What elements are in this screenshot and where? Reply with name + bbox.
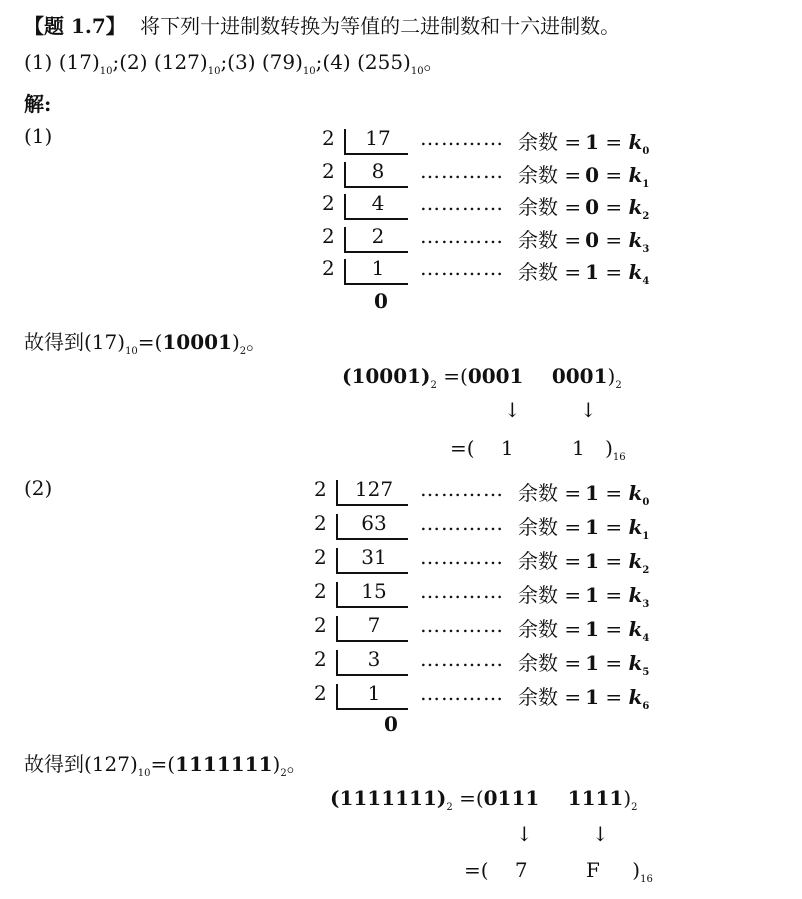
part2-hex-b: F: [586, 858, 600, 882]
leader-dots: …………: [420, 477, 504, 501]
item-3-base: 10: [302, 66, 316, 77]
remainder: [518, 256, 649, 287]
part1-result-prefix: 故得到(17): [24, 330, 126, 354]
division-bar-horizontal: [336, 538, 408, 540]
remainder-text: 余数 =: [518, 515, 582, 539]
quotient: 1: [367, 681, 381, 705]
items-end: 。: [423, 50, 444, 74]
k-subscript: 0: [642, 497, 650, 508]
leader-dots: …………: [420, 511, 504, 535]
remainder: [518, 545, 649, 576]
division-bar-vertical: [344, 129, 346, 153]
division-bar-vertical: [336, 616, 338, 640]
part1-result: [24, 326, 266, 357]
remainder: [518, 511, 649, 542]
part2-hex: [464, 858, 653, 885]
divisor: 2: [322, 256, 335, 280]
part1-hex-base: 16: [612, 452, 626, 463]
part1-result-value: 10001: [162, 330, 232, 354]
k-subscript: 6: [642, 701, 650, 712]
divisor: 2: [314, 681, 327, 705]
division-bar-horizontal: [336, 708, 408, 710]
quotient: 8: [371, 158, 385, 183]
leader-dots: …………: [420, 256, 504, 280]
part1-result-end: 。: [246, 330, 267, 354]
part1-group-a: 0001: [467, 364, 524, 388]
remainder-bit: 1: [585, 549, 600, 573]
part1-group-lhs-base: 2: [430, 380, 437, 391]
remainder-text: 余数 =: [518, 685, 582, 709]
quotient: 4: [371, 191, 385, 215]
remainder: [518, 477, 649, 508]
k-subscript: 1: [642, 178, 650, 190]
item-2-base: 10: [207, 66, 221, 77]
equals-sign: =: [599, 515, 629, 539]
remainder-bit: 0: [585, 162, 600, 187]
problem-header: [24, 10, 620, 39]
equals-sign: =: [599, 685, 629, 709]
remainder-bit: 1: [585, 130, 600, 154]
item-2: ;(2) (127): [112, 50, 208, 74]
part1-grouping: [342, 364, 622, 391]
equals-sign: =: [599, 162, 629, 187]
part1-result-eq: =(: [137, 330, 163, 354]
division-bar-horizontal: [344, 186, 408, 188]
remainder: [518, 159, 649, 190]
equals-sign: =: [599, 481, 629, 505]
k-variable: k: [628, 549, 643, 573]
k-variable: k: [628, 260, 643, 284]
item-1-base: 10: [99, 66, 113, 77]
part1-final-zero: 0: [374, 289, 388, 313]
remainder-text: 余数 =: [518, 481, 582, 505]
k-variable: k: [628, 515, 643, 539]
k-variable: k: [628, 617, 643, 641]
divisor: 2: [322, 191, 335, 215]
division-bar-horizontal: [336, 674, 408, 676]
k-variable: k: [628, 130, 643, 154]
part2-result-base: 10: [137, 768, 151, 779]
remainder-text: 余数 =: [518, 227, 582, 252]
part2-result-end: 。: [286, 752, 307, 776]
part2-group-lhs: (1111111): [330, 786, 447, 810]
division-bar-vertical: [336, 514, 338, 538]
remainder: [518, 681, 649, 712]
k-subscript: 3: [642, 243, 650, 255]
part1-hex-eq: =(: [450, 436, 475, 460]
leader-dots: …………: [420, 223, 504, 248]
item-4: ;(4) (255): [315, 50, 411, 74]
leader-dots: …………: [420, 545, 504, 569]
leader-dots: …………: [420, 126, 504, 150]
part1-hex-b: 1: [572, 436, 585, 460]
part2-result-base2: 2: [280, 768, 287, 779]
remainder-text: 余数 =: [518, 583, 582, 607]
part1-group-lhs: (10001): [342, 364, 431, 388]
part2-hex-eq: =(: [464, 858, 489, 882]
remainder-bit: 1: [585, 651, 600, 675]
k-variable: k: [628, 481, 643, 505]
part2-result-eq: =(: [150, 752, 176, 776]
part2-result-close: ): [272, 752, 281, 776]
part2-arrow-a: ↓: [516, 822, 533, 846]
equals-sign: =: [599, 583, 629, 607]
quotient: 3: [367, 647, 381, 671]
quotient: 7: [367, 613, 381, 637]
equals-sign: =: [599, 227, 629, 252]
divisor: 2: [314, 545, 327, 569]
k-subscript: 3: [642, 599, 650, 610]
division-bar-vertical: [336, 582, 338, 606]
quotient: 127: [354, 477, 394, 501]
k-subscript: 5: [642, 667, 650, 678]
remainder-bit: 1: [585, 260, 600, 284]
k-variable: k: [628, 651, 643, 675]
part1-label: (1): [24, 124, 53, 148]
leader-dots: …………: [420, 191, 504, 215]
remainder-text: 余数 =: [518, 617, 582, 641]
remainder: [518, 126, 649, 157]
k-subscript: 4: [642, 276, 650, 287]
part1-hex: [450, 436, 626, 463]
remainder-text: 余数 =: [518, 549, 582, 573]
division-bar-horizontal: [344, 218, 408, 220]
division-bar-vertical: [336, 684, 338, 708]
divisor: 2: [314, 579, 327, 603]
quotient: 15: [361, 579, 387, 603]
remainder-text: 余数 =: [518, 195, 582, 219]
remainder-bit: 1: [585, 481, 600, 505]
divisor: 2: [322, 158, 335, 183]
part2-group-base: 2: [631, 802, 638, 813]
leader-dots: …………: [420, 158, 504, 183]
leader-dots: …………: [420, 613, 504, 637]
part1-hex-a: 1: [500, 436, 514, 460]
k-variable: k: [628, 227, 643, 252]
remainder: [518, 224, 649, 255]
division-bar-horizontal: [336, 640, 408, 642]
division-bar-vertical: [344, 227, 346, 251]
part2-group-eq: =(: [459, 786, 484, 810]
part1-arrow-b: ↓: [580, 398, 597, 422]
part1-result-close: ): [231, 330, 240, 354]
part2-grouping: [330, 786, 638, 813]
problem-items: [24, 46, 444, 77]
problem-statement: 将下列十进制数转换为等值的二进制数和十六进制数。: [140, 14, 621, 38]
division-bar-vertical: [344, 259, 346, 283]
remainder-text: 余数 =: [518, 651, 582, 675]
equals-sign: =: [599, 260, 629, 284]
divisor: 2: [322, 126, 335, 150]
part2-group-close: ): [623, 786, 632, 810]
division-bar-horizontal: [336, 606, 408, 608]
division-bar-vertical: [344, 194, 346, 218]
remainder: [518, 191, 649, 222]
divisor: 2: [322, 223, 335, 248]
remainder: [518, 579, 649, 610]
quotient: 31: [361, 545, 387, 569]
equals-sign: =: [599, 549, 629, 573]
part1-result-base2: 2: [239, 346, 247, 357]
part2-hex-base: 16: [640, 874, 653, 885]
remainder: [518, 647, 649, 678]
remainder-bit: 1: [585, 617, 600, 641]
part1-group-base: 2: [615, 380, 622, 391]
k-subscript: 0: [642, 146, 650, 157]
division-bar-vertical: [336, 650, 338, 674]
part2-result-value: 1111111: [175, 752, 273, 776]
equals-sign: =: [599, 651, 629, 675]
division-bar-horizontal: [344, 251, 408, 253]
item-3: ;(3) (79): [220, 50, 303, 74]
part1-hex-close: ): [605, 436, 613, 460]
remainder-bit: 1: [585, 583, 600, 607]
division-bar-horizontal: [336, 572, 408, 574]
k-variable: k: [628, 685, 643, 709]
division-bar-horizontal: [344, 153, 408, 155]
remainder-text: 余数 =: [518, 130, 582, 154]
leader-dots: …………: [420, 681, 504, 705]
equals-sign: =: [599, 130, 629, 154]
remainder-text: 余数 =: [518, 260, 582, 284]
part2-final-zero: 0: [384, 712, 398, 736]
division-bar-horizontal: [344, 283, 408, 285]
division-bar-horizontal: [336, 504, 408, 506]
part1-group-b: 0001: [551, 364, 608, 388]
quotient: 17: [365, 126, 391, 150]
problem-title: 【题 1.7】: [24, 14, 126, 38]
part1-arrow-a: ↓: [504, 398, 521, 422]
k-variable: k: [628, 583, 643, 607]
divisor: 2: [314, 511, 327, 535]
equals-sign: =: [599, 617, 629, 641]
division-bar-vertical: [336, 480, 338, 504]
quotient: 1: [371, 256, 385, 280]
part1-group-close: ): [607, 364, 616, 388]
remainder-text: 余数 =: [518, 162, 582, 187]
remainder-bit: 0: [585, 195, 600, 219]
quotient: 63: [361, 511, 387, 535]
part1-group-eq: =(: [443, 364, 468, 388]
quotient: 2: [371, 223, 385, 248]
part1-result-base: 10: [125, 346, 138, 357]
k-variable: k: [628, 162, 643, 187]
part2-label: (2): [24, 476, 53, 500]
part2-result: [24, 748, 307, 779]
remainder-bit: 0: [585, 227, 600, 252]
equals-sign: =: [599, 195, 629, 219]
part2-group-lhs-base: 2: [446, 802, 453, 813]
item-1: (1) (17): [24, 50, 100, 74]
k-subscript: 2: [642, 211, 650, 222]
divisor: 2: [314, 477, 327, 501]
division-bar-vertical: [336, 548, 338, 572]
part2-hex-close: ): [632, 858, 641, 882]
k-subscript: 4: [642, 633, 650, 644]
item-4-base: 10: [410, 66, 424, 77]
part2-group-a: 0111: [483, 786, 540, 810]
leader-dots: …………: [420, 579, 504, 603]
k-variable: k: [628, 195, 643, 219]
remainder-bit: 1: [585, 685, 600, 709]
k-subscript: 2: [642, 565, 650, 576]
leader-dots: …………: [420, 647, 504, 671]
part2-hex-a: 7: [514, 858, 528, 882]
part2-result-prefix: 故得到(127): [24, 752, 138, 776]
solution-label: 解:: [24, 92, 52, 116]
remainder-bit: 1: [585, 515, 600, 539]
k-subscript: 1: [642, 531, 650, 542]
divisor: 2: [314, 647, 327, 671]
division-bar-vertical: [344, 162, 346, 186]
divisor: 2: [314, 613, 327, 637]
part2-arrow-b: ↓: [592, 822, 609, 846]
remainder: [518, 613, 649, 644]
part2-group-b: 1111: [567, 786, 624, 810]
